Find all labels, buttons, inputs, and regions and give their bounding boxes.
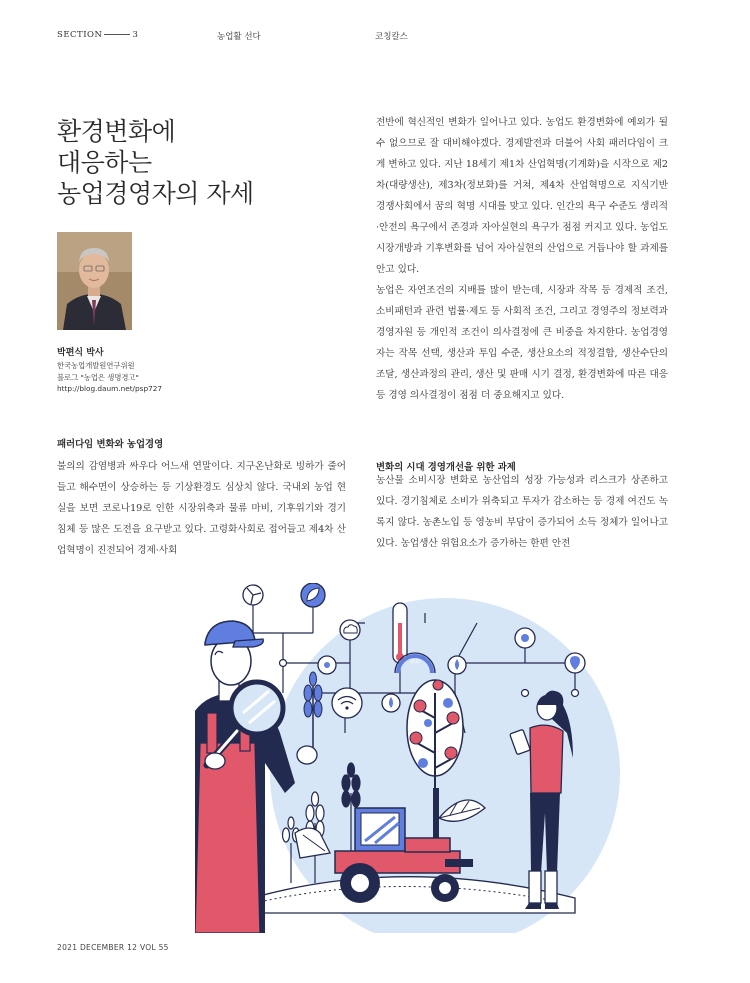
magnifier-icon xyxy=(231,682,283,734)
paragraph: 불의의 감염병과 싸우다 어느새 연말이다. 지구온난화로 빙하가 줄어들고 해수면이 상승하는 등 기상환경도 심상치 않다. 국내외 농업 현실을 보면 코로나19로 인한 시장위축과 물류 마비, 기후위기와 경기침체 등 많은 도전을 요구받고 있다. 고령화사회로 접어들고 제4차 산업혁명이 진전되어 경제·사회 xyxy=(57,461,346,556)
paragraph: 농업은 자연조건의 지배를 많이 받는데, 시장과 작목 등 경제적 조건, 소비패턴과 관련 법률·제도 등 사회적 조건, 그리고 경영주의 정보력과 경영자원 등 개인적 조건이 의사결정에 큰 비중을 차지한다. 농업경영자는 작목 선택, 생산과 투입 수준, 생산요소의 적정결합, 생산수단의 조달, 생산과정의 관리, 생산 및 판매 시기 결정, 환경변화에 따른 대응 등 경영 의사결정이 점점 더 중요해지고 있다. xyxy=(376,285,668,401)
body-column-right-2 xyxy=(376,470,668,554)
page-header xyxy=(57,30,693,44)
body-column-right xyxy=(376,112,668,406)
paragraph: 전반에 혁신적인 변화가 일어나고 있다. 농업도 환경변화에 예외가 될 수 없으므로 잘 대비해야겠다. 경제발전과 더불어 사회 패러다임이 크게 변하고 있다. 지난 18세기 제1차 산업혁명(기계화)을 시작으로 제2차(대량생산), 제3차(정보화)를 거쳐, 제4차 산업혁명으로 지식기반 경쟁사회에서 꿈의 혁명 시대를 맞고 있다. 인간의 욕구 수준도 생리적·안전의 욕구에서 존경과 자아실현의 욕구가 점점 커지고 있다. 농업도 시장개방과 기후변화를 넘어 자아실현의 산업으로 거듭나야 할 과제를 안고 있다. xyxy=(376,117,668,275)
author-photo xyxy=(57,232,132,330)
category-label: 농업활 선다 xyxy=(217,32,261,42)
author-url[interactable]: http://blog.daum.net/psp727 xyxy=(57,384,163,393)
title-line-3: 농업경영자의 자세 xyxy=(57,179,254,208)
column-label: 코칭칼스 xyxy=(375,32,408,42)
section-label: SECTION 3 xyxy=(57,30,139,40)
author-affiliation: 한국농업개발원연구위원 xyxy=(57,361,135,370)
title-line-1: 환경변화에 xyxy=(57,117,176,146)
title-line-2: 대응하는 xyxy=(57,148,152,177)
author-info xyxy=(57,360,162,395)
section-heading-era: 변화의 시대 경영개선을 위한 과제 xyxy=(376,462,516,473)
gauge-label: VLD xyxy=(409,659,421,665)
author-blog: 블로그 "농업은 생명경고" xyxy=(57,372,139,382)
section-heading-paradigm: 패러다임 변화와 농업경영 xyxy=(57,439,164,450)
author-name: 박편식 박사 xyxy=(57,348,104,358)
smart-farming-illustration xyxy=(195,583,695,933)
article-title xyxy=(57,116,254,209)
wifi-icon xyxy=(332,688,362,718)
paragraph: 농산물 소비시장 변화로 농산업의 성장 가능성과 리스크가 상존하고 있다. 경기침체로 소비가 위축되고 투자가 감소하는 등 경제 여건도 녹록지 않다. 농촌노입 등 영농비 부담이 증가되어 소득 정체가 일어나고 있다. 농업생산 위험요소가 증가하는 한편 안전 xyxy=(376,475,668,549)
body-column-left xyxy=(57,456,346,561)
page-footer: 2021 DECEMBER 12 VOL 55 xyxy=(57,943,169,952)
